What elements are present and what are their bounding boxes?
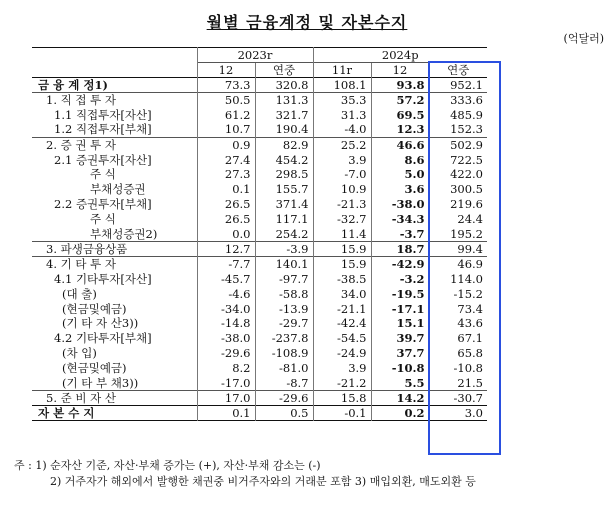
cell-value: 190.4 [255,122,313,137]
cell-value: 952.1 [429,78,487,93]
footnote-2: 2) 거주자가 해외에서 발행한 채권중 비거주자와의 거래분 포함 3) 매입외환, 매도외환 등 [50,475,476,488]
row-label: (현금및예금) [62,361,127,376]
table-row [32,301,487,316]
cell-value: 131.3 [255,93,313,108]
row-label: 부채성증권2) [90,226,158,241]
cell-value: 93.8 [371,78,429,93]
row-label: 3. 파생금융상품 [46,241,128,256]
row-label: 4. 기 타 투 자 [46,257,117,272]
cell-value: 46.6 [371,137,429,152]
cell-value: 300.5 [429,182,487,197]
cell-value: 35.3 [313,93,371,108]
cell-value: 3.0 [429,405,487,420]
cell-value: -21.2 [313,376,371,391]
row-label: 2.2 증권투자[부채] [54,197,152,212]
col-header: 연중 [429,63,487,78]
cell-value: 254.2 [255,227,313,242]
cell-value: 485.9 [429,107,487,122]
row-label: 2.1 증권투자[자산] [54,152,152,167]
cell-value: 39.7 [371,331,429,346]
cell-value: 10.7 [197,122,255,137]
cell-value: 371.4 [255,197,313,212]
cell-value: -237.8 [255,331,313,346]
table-row [32,346,487,361]
cell-value: 8.2 [197,361,255,376]
row-label: 1.1 직접투자[자산] [54,107,152,122]
cell-value: 67.1 [429,331,487,346]
table-row [32,152,487,167]
row-label: 자 본 수 지 [38,405,95,420]
table-row [32,122,487,137]
cell-value: -58.8 [255,286,313,301]
cell-value: 24.4 [429,212,487,227]
cell-value: 26.5 [197,212,255,227]
row-label: 부채성증권 [90,182,146,197]
row-label: (기 타 자 산3)) [62,316,139,331]
table-row [32,376,487,391]
financial-account-table [32,47,487,421]
page-title: 월별 금융계정 및 자본수지 [206,13,408,32]
cell-value: 46.9 [429,256,487,271]
col-header: 12 [371,63,429,78]
cell-value: 0.0 [197,227,255,242]
cell-value: 0.2 [371,405,429,420]
cell-value: 5.0 [371,167,429,182]
row-label: 주 식 [90,212,116,227]
cell-value: -19.5 [371,286,429,301]
table-row [32,316,487,331]
cell-value: 722.5 [429,152,487,167]
table-row [32,390,487,405]
cell-value: 140.1 [255,256,313,271]
cell-value: -3.2 [371,271,429,286]
cell-value: -3.9 [255,241,313,256]
cell-value: 14.2 [371,390,429,405]
header-group-2023: 2023r [197,48,313,63]
cell-value: -10.8 [371,361,429,376]
cell-value: 25.2 [313,137,371,152]
cell-value: 155.7 [255,182,313,197]
cell-value: -42.9 [371,256,429,271]
cell-value: -81.0 [255,361,313,376]
cell-value: 99.4 [429,241,487,256]
cell-value: 11.4 [313,227,371,242]
cell-value: 50.5 [197,93,255,108]
table-row [32,361,487,376]
cell-value: -97.7 [255,271,313,286]
cell-value: 422.0 [429,167,487,182]
cell-value: -38.0 [371,197,429,212]
cell-value: -29.7 [255,316,313,331]
cell-value: -34.0 [197,301,255,316]
cell-value: -42.4 [313,316,371,331]
cell-value: 152.3 [429,122,487,137]
table-row [32,93,487,108]
cell-value: 61.2 [197,107,255,122]
cell-value: 117.1 [255,212,313,227]
table-row [32,256,487,271]
cell-value: 5.5 [371,376,429,391]
cell-value: -29.6 [197,346,255,361]
cell-value: -32.7 [313,212,371,227]
cell-value: -7.7 [197,256,255,271]
cell-value: -13.9 [255,301,313,316]
cell-value: 0.1 [197,182,255,197]
row-label: 금 융 계 정1) [38,78,108,92]
table-row [32,405,487,420]
table-row [32,286,487,301]
cell-value: 17.0 [197,390,255,405]
cell-value: -8.7 [255,376,313,391]
cell-value: 0.5 [255,405,313,420]
table-row [32,227,487,242]
col-header: 11r [313,63,371,78]
cell-value: 69.5 [371,107,429,122]
cell-value: -108.9 [255,346,313,361]
row-label: 1. 직 접 투 자 [46,93,117,108]
cell-value: -0.1 [313,405,371,420]
cell-value: 0.1 [197,405,255,420]
cell-value: -4.0 [313,122,371,137]
cell-value: -7.0 [313,167,371,182]
cell-value: 454.2 [255,152,313,167]
cell-value: -15.2 [429,286,487,301]
cell-value: 26.5 [197,197,255,212]
table-row [32,167,487,182]
cell-value: 73.3 [197,78,255,93]
row-label: (차 입) [62,346,97,361]
header-corner [32,48,197,63]
cell-value: 57.2 [371,93,429,108]
cell-value: 18.7 [371,241,429,256]
cell-value: 320.8 [255,78,313,93]
cell-value: 15.9 [313,241,371,256]
cell-value: 34.0 [313,286,371,301]
cell-value: -45.7 [197,271,255,286]
row-label: (현금및예금) [62,301,127,316]
cell-value: 3.9 [313,361,371,376]
cell-value: -3.7 [371,227,429,242]
cell-value: 114.0 [429,271,487,286]
cell-value: 333.6 [429,93,487,108]
cell-value: 12.3 [371,122,429,137]
cell-value: 27.4 [197,152,255,167]
cell-value: 10.9 [313,182,371,197]
cell-value: 37.7 [371,346,429,361]
row-label: 4.1 기타투자[자산] [54,271,152,286]
cell-value: 82.9 [255,137,313,152]
cell-value: 73.4 [429,301,487,316]
row-label: 4.2 기타투자[부채] [54,331,152,346]
cell-value: 3.6 [371,182,429,197]
cell-value: 31.3 [313,107,371,122]
row-label: (기 타 부 채3)) [62,375,139,390]
cell-value: 321.7 [255,107,313,122]
cell-value: 12.7 [197,241,255,256]
table-row [32,78,487,93]
cell-value: 21.5 [429,376,487,391]
cell-value: 15.8 [313,390,371,405]
cell-value: 298.5 [255,167,313,182]
cell-value: -4.6 [197,286,255,301]
cell-value: -38.0 [197,331,255,346]
table-row [32,331,487,346]
table-row [32,212,487,227]
cell-value: -10.8 [429,361,487,376]
cell-value: -29.6 [255,390,313,405]
table-row [32,107,487,122]
cell-value: -21.1 [313,301,371,316]
row-label: 1.2 직접투자[부채] [54,122,152,137]
cell-value: 8.6 [371,152,429,167]
cell-value: 15.9 [313,256,371,271]
header-group-2024: 2024p [313,48,487,63]
cell-value: 195.2 [429,227,487,242]
row-label: 2. 증 권 투 자 [46,137,117,152]
cell-value: 3.9 [313,152,371,167]
cell-value: -34.3 [371,212,429,227]
cell-value: 65.8 [429,346,487,361]
table-row [32,241,487,256]
table-row [32,182,487,197]
cell-value: 219.6 [429,197,487,212]
table-row [32,271,487,286]
cell-value: 108.1 [313,78,371,93]
table-row [32,197,487,212]
col-header: 연중 [255,63,313,78]
footnote-1: 주 : 1) 순자산 기준, 자산·부채 증가는 (+), 자산·부채 감소는 (-) [14,459,321,472]
row-label: (대 출) [62,286,97,301]
cell-value: -21.3 [313,197,371,212]
cell-value: 502.9 [429,137,487,152]
col-header: 12 [197,63,255,78]
cell-value: 27.3 [197,167,255,182]
cell-value: -38.5 [313,271,371,286]
row-label: 주 식 [90,167,116,182]
row-label: 5. 준 비 자 산 [46,390,117,405]
cell-value: -24.9 [313,346,371,361]
cell-value: -30.7 [429,390,487,405]
table-row [32,137,487,152]
cell-value: -54.5 [313,331,371,346]
unit-label: (억달러) [563,32,604,45]
cell-value: -14.8 [197,316,255,331]
cell-value: 43.6 [429,316,487,331]
cell-value: 15.1 [371,316,429,331]
cell-value: 0.9 [197,137,255,152]
cell-value: -17.0 [197,376,255,391]
cell-value: -17.1 [371,301,429,316]
